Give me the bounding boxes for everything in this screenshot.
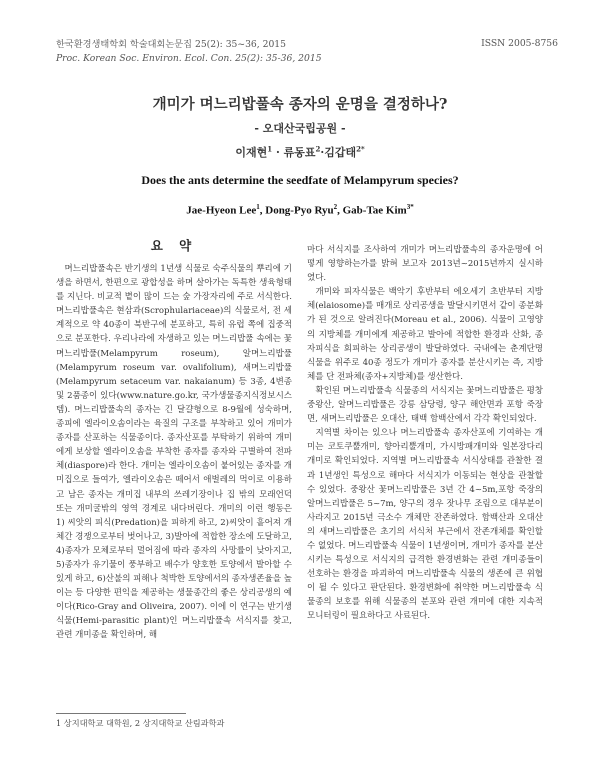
- author-affiliation: 2*: [356, 144, 365, 154]
- journal-citation-en: Proc. Korean Soc. Environ. Ecol. Con. 25(2): 35-36, 2015: [56, 53, 322, 64]
- body-paragraph: 개미와 피자식물은 백악기 후반부터 에오세기 초반부터 지방체(elaiosome)를 매개로 상리공생을 발달시키면서 같이 종분화가 된 것으로 알려진다(Moreau et al., 2006). 식물이 고영양의 지방체를 개미에게 제공하고 발아에 적합한 환경과 산화, 종자피식을 회피하는 상리공생이 발달하였다. 국내에는 춘계단명식물을 위주로 40종 정도가 개미가 종자를 분산시키는 즉, 지방체를 단 전파체(종자+지방체)를 생산한다.: [307, 287, 543, 382]
- author-affiliation: 3*: [406, 203, 414, 211]
- author-affiliation: 2: [333, 203, 338, 211]
- footnote: 1 상지대학교 대학원, 2 상지대학교 산림과학과: [56, 718, 225, 728]
- author-name: Dong-Pyo Ryu: [265, 204, 334, 217]
- body-column-right: [307, 243, 543, 723]
- author-affiliation: 1: [267, 144, 273, 154]
- author-name: Jae-Hyeon Lee: [186, 204, 257, 217]
- footnote-divider: [56, 713, 186, 714]
- journal-header: [56, 38, 322, 66]
- author-affiliation: 2: [315, 144, 321, 154]
- author-affiliation: 1: [256, 203, 260, 211]
- body-paragraph: 지역별 차이는 있으나 며느리밥풀속 종자산포에 기여하는 개미는 코토쿠뿔개미, 향아리뿔개미, 가시방패개미와 일본장다리개미로 확인되었다. 지역별 며느리밥풀속 서식상태를 관찰한 결과 1년생인 특성으로 해마다 서식지가 이동되는 현상을 관찰할 수 있었다. 중왕산 꽃며느리밥풀은 3년 간 4~5m,포항 죽장의 알며느리밥풀은 5~7m, 양구의 경우 잣나무 조림으로 대부분이 사라지고 2015년 극소수 개체만 잔존하였다. 함백산과 오대산의 새며느리밥풀은 초기의 서식처 부근에서 잔존개체를 확인할 수 없었다. 며느리밥풀속 식물이 1년생이며, 개미가 종자를 분산시키는 특성으로 서식지의 급격한 환경변화는 관련 개미종들이 선호하는 환경을 파괴하여 며느리밥풀속 식물의 생존에 큰 위협이 될 수 있다고 판단된다. 환경변화에 취약한 며느리밥풀속 식물종의 보호를 위해 식물종의 분포와 관련 개미에 대한 지속적 모니터링이 필요하다고 사료된다.: [307, 428, 543, 622]
- authors-ko: 이재현$^1$ · 류동표$^2$·김갑태$^{2*}$: [235, 144, 365, 159]
- author-name: Gab-Tae Kim: [342, 204, 407, 217]
- author-name: 김갑태: [324, 146, 357, 159]
- author-name: 이재현: [235, 146, 268, 159]
- abstract-heading: 요 약: [150, 238, 198, 253]
- paper-title-en: Does the ants determine the seedfate of Melampyrum species?: [141, 173, 459, 187]
- body-column-left: [56, 262, 292, 708]
- body-paragraph: 확인된 며느리밥풀속 식물종의 서식지는 꽃며느리밥풀은 평창 중왕산, 알며느리밥풀은 강릉 삼당령, 양구 해안면과 포항 죽장면, 새며느리밥풀은 오대산, 태백 함백산에서 각각 확인되었다.: [307, 385, 543, 425]
- body-paragraph: 마다 서식지를 조사하여 개미가 며느리밥풀속의 종자운명에 어떻게 영향하는가를 밝혀 보고자 2013년~2015년까지 실시하였다.: [307, 245, 543, 284]
- journal-citation-ko: 한국환경생태학회 학술대회논문집 25(2): 35~36, 2015: [56, 39, 286, 50]
- issn: ISSN 2005-8756: [481, 38, 558, 49]
- authors-en: Jae-Hyeon Lee$^1$, Dong-Pyo Ryu$^2$, Gab-Tae Kim$^{3*}$: [186, 203, 414, 217]
- paper-subtitle-ko: - 오대산국립공원 -: [254, 122, 346, 135]
- paper-title-ko: 개미가 며느리밥풀속 종자의 운명을 결정하나?: [152, 96, 448, 113]
- author-name: 류동표: [283, 146, 316, 159]
- body-paragraph: 며느리밥풀속은 반기생의 1년생 식물로 숙주식물의 뿌리에 기생을 하면서, 한편으로 광합성을 하며 살아가는 독특한 생육형태를 지닌다. 비교적 볕이 많이 드는 숲 가장자리에 주로 서식한다. 며느리밥풀속은 현삼과(Scrophulariaceae)의 식물로서, 전 세계적으로 약 40종이 북반구에 분포하고, 특히 유럽 쪽에 집중적으로 분포한다. 우리나라에 자생하고 있는 며느리밥풀 속에는 꽃며느리밥풀(Melampyrum roseum), 알며느리밥풀(Melampyrum roseum var. ovalifolium), 새며느리밥풀(Melampyrum setaceum var. nakaianum) 등 3종, 4변종 및 2품종이 있다(www.nature.go.kr, 국가생물종지식정보시스템). 며느리밥풀속의 종자는 긴 달걀형으로 8-9월에 성숙하며, 종피에 엘라이오솜이라는 육질의 구조를 부착하고 있어 개미가 종자를 산포하는 식물종이다. 종자산포를 부탁하기 위하여 개미에게 보상할 엘라이오솜을 부착한 종자를 종자와 구별하여 전파체(diaspore)라 한다. 개미는 엘라이오솜이 붙어있는 종자를 개미집으로 들여가, 엘라이오솜은 떼어서 애벌레의 먹이로 이용하고 남은 종자는 개미집 내부의 쓰레기장이나 집 밖의 모래언덕 또는 개미굴밖의 영역 경계로 내다버린다. 개미의 이런 행동은 1) 씨앗의 피식(Predation)을 피하게 하고, 2)씨앗이 흩어져 개체간 경쟁으로부터 벗어나고, 3)발아에 적합한 장소에 도달하고, 4)종자가 모체로부터 멀어짐에 따라 종자의 사망률이 낮아지고, 5)종자가 유기물이 풍부하고 배수가 양호한 토양에서 발아할 수 있게 하고, 6)산불의 피해나 척박한 토양에서의 종자생존율을 높이는 등 다양한 편익을 제공하는 생물종간의 좋은 상리공생의 예이다(Rico-Gray and Oliveira, 2007). 이에 이 연구는 반기생식물(Hemi-parasitic plant)인 며느리밥풀속 서식지를 찾고, 관련 개미종을 확인하며, 해: [56, 264, 292, 641]
